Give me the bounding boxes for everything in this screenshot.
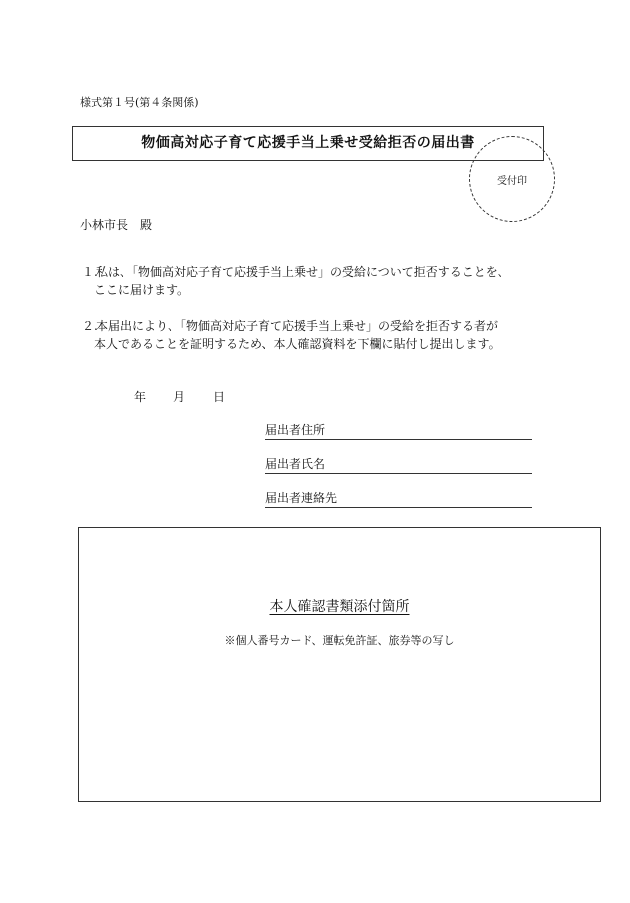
applicant-contact-field[interactable] xyxy=(265,489,532,508)
date-day-label: 日 xyxy=(213,390,226,404)
date-month-label: 月 xyxy=(173,390,186,404)
document-title: 物価高対応子育て応援手当上乗せ受給拒否の届出書 xyxy=(141,135,475,151)
applicant-name-label: 届出者氏名 xyxy=(265,457,326,471)
applicant-name-field[interactable] xyxy=(265,455,532,474)
item-text-line1: 私は､「物価高対応子育て応援手当上乗せ」の受給について拒否することを､ xyxy=(96,265,504,279)
item-number: ２. xyxy=(82,319,98,333)
item-text-line1: 本届出により､「物価高対応子育て応援手当上乗せ」の受給を拒否する者が xyxy=(96,319,499,333)
addressee: 小林市長 殿 xyxy=(80,218,153,232)
item-text-line2: 本人であることを証明するため、本人確認資料を下欄に貼付し提出します。 xyxy=(94,337,501,351)
applicant-address-field[interactable] xyxy=(265,421,532,440)
id-document-attachment-area xyxy=(78,527,601,802)
item-number: １. xyxy=(82,265,98,279)
applicant-contact-label: 届出者連絡先 xyxy=(265,491,338,505)
id-section-note: ※個人番号カード、運転免許証、旅券等の写し xyxy=(224,634,455,647)
date-year-label: 年 xyxy=(134,390,147,404)
id-section-heading: 本人確認書類添付箇所 xyxy=(269,599,410,615)
statement-item-2 xyxy=(82,317,572,353)
statement-item-1 xyxy=(82,263,572,299)
applicant-address-label: 届出者住所 xyxy=(265,423,326,437)
reception-stamp-label: 受付印 xyxy=(497,176,527,187)
item-text-line2: ここに届けます。 xyxy=(94,283,190,297)
form-number: 様式第１号(第４条関係) xyxy=(80,96,199,109)
